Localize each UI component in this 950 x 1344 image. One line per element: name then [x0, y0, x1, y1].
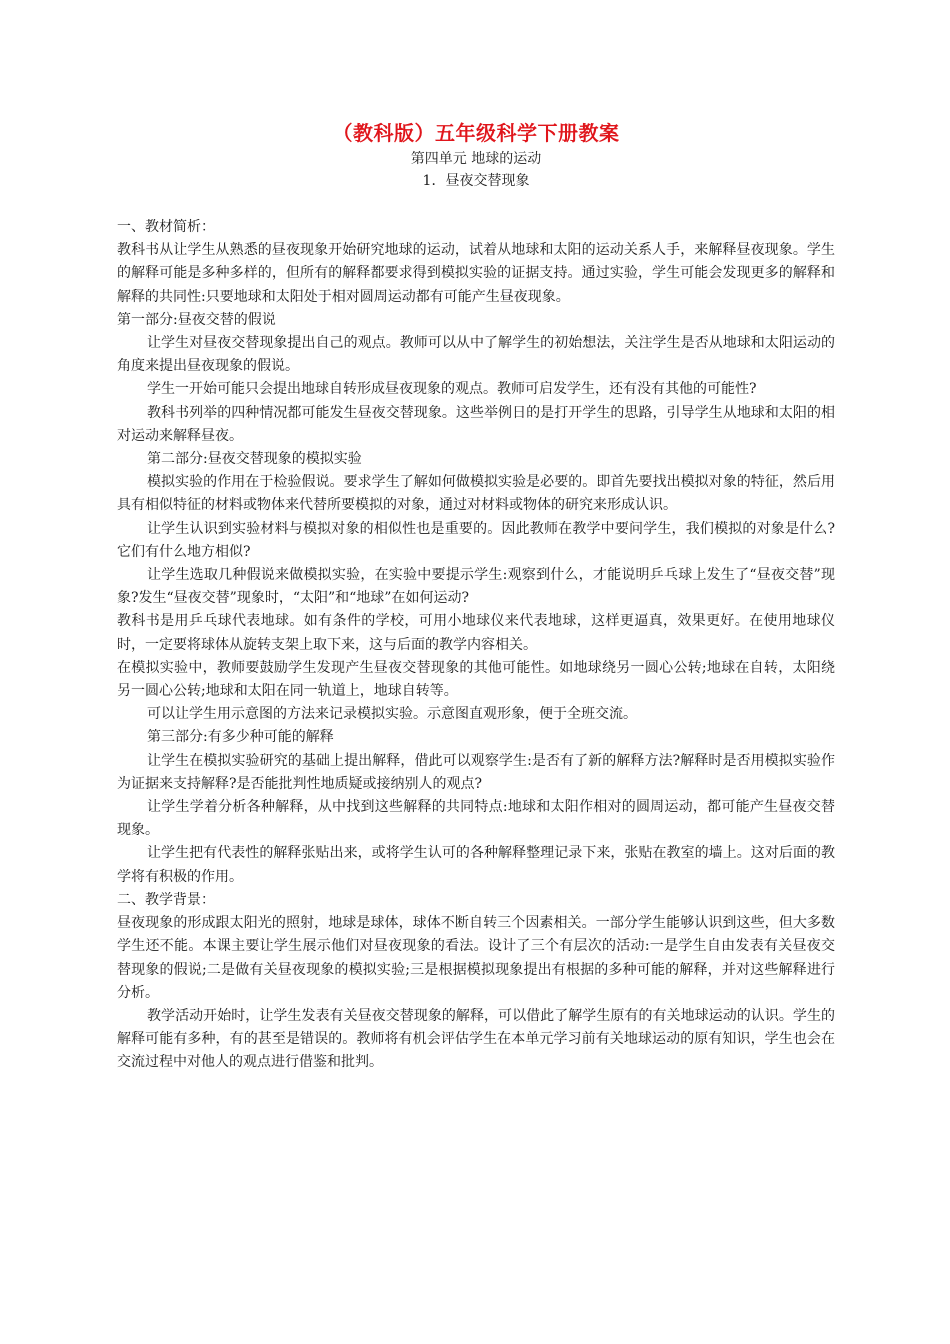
spacer	[117, 192, 835, 216]
subsection-heading: 第二部分:昼夜交替现象的模拟实验	[147, 451, 362, 468]
lesson-title: 1．昼夜交替现象	[422, 173, 530, 189]
paragraph: 教科书列举的四种情况都可能发生昼夜交替现象。这些举例日的是打开学生的思路，引导学生从地球和太阳的相对运动来解释昼夜。	[117, 404, 835, 444]
subsection-heading: 第三部分:有多少种可能的解释	[147, 729, 334, 746]
document-title: （教科版）五年级科学下册教案	[332, 121, 620, 145]
section-heading: 一、教材简析：	[117, 219, 215, 235]
paragraph: 在模拟实验中，教师要鼓励学生发现产生昼夜交替现象的其他可能性。如地球绕另一圆心公转;地球在自转，太阳绕另一圆心公转;地球和太阳在同一轨道上，地球自转等。	[117, 659, 835, 700]
paragraph: 教学活动开始时，让学生发表有关昼夜交替现象的解释，可以借此了解学生原有的有关地球运动的认识。学生的解释可能有多种，有的甚至是错误的。教师将有机会评估学生在本单元学习前有关地球运动的原有知识，学生也会在交流过程中对他人的观点进行借鉴和批判。	[117, 1007, 835, 1071]
section-heading: 二、教学背景：	[117, 891, 215, 908]
unit-title: 第四单元 地球的运动	[410, 151, 542, 167]
paragraph: 可以让学生用示意图的方法来记录模拟实验。示意图直观形象，便于全班交流。	[147, 706, 637, 723]
paragraph: 让学生选取几种假说来做模拟实验，在实验中要提示学生:观察到什么，才能说明乒乓球上发生了“昼夜交替”现象?发生“昼夜交替”现象时，“太阳”和“地球”在如何运动?	[117, 567, 835, 607]
paragraph: 让学生把有代表性的解释张贴出来，或将学生认可的各种解释整理记录下来，张贴在教室的墙上。这对后面的教学将有积极的作用。	[117, 845, 835, 885]
paragraph: 学生一开始可能只会提出地球自转形成昼夜现象的观点。教师可启发学生，还有没有其他的可能性?	[147, 381, 757, 398]
paragraph: 教科书从让学生从熟悉的昼夜现象开始研究地球的运动，试着从地球和太阳的运动关系人手，来解释昼夜现象。学生的解释可能是多种多样的，但所有的解释都要求得到模拟实验的证据支持。通过实验，学生可能会发现更多的解释和解释的共同性:只要地球和太阳处于相对圆周运动都有可能产生昼夜现象。	[117, 242, 835, 305]
paragraph: 模拟实验的作用在于检验假说。要求学生了解如何做模拟实验是必要的。即首先要找出模拟对象的特征，然后用具有相似特征的材料或物体来代替所要模拟的对象，通过对材料或物体的研究来形成认识。	[117, 474, 835, 514]
paragraph: 教科书是用乒乓球代表地球。如有条件的学校，可用小地球仪来代表地球，这样更逼真，效果更好。在使用地球仪时，一定要将球体从旋转支架上取下来，这与后面的教学内容相关。	[117, 613, 835, 653]
paragraph: 让学生在模拟实验研究的基础上提出解释，借此可以观察学生:是否有了新的解释方法?解释时是否用模拟实验作为证据来支持解释?是否能批判性地质疑或接纳别人的观点?	[117, 752, 835, 792]
paragraph: 让学生对昼夜交替现象提出自己的观点。教师可以从中了解学生的初始想法，关注学生是否从地球和太阳运动的角度来提出昼夜现象的假说。	[117, 335, 835, 375]
document-page	[117, 118, 835, 1075]
document-body	[117, 216, 835, 1075]
paragraph: 让学生学着分析各种解释，从中找到这些解释的共同特点:地球和太阳作相对的圆周运动，都可能产生昼夜交替现象。	[117, 799, 835, 839]
section-heading: 第一部分:昼夜交替的假说	[117, 311, 276, 328]
paragraph: 让学生认识到实验材料与模拟对象的相似性也是重要的。因此教师在教学中要问学生，我们模拟的对象是什么?它们有什么地方相似?	[117, 520, 835, 560]
paragraph: 昼夜现象的形成跟太阳光的照射，地球是球体，球体不断自转三个因素相关。一部分学生能够认识到这些，但大多数学生还不能。本课主要让学生展示他们对昼夜现象的看法。设计了三个有层次的活动:一是学生自由发表有关昼夜交替现象的假说;二是做有关昼夜现象的模拟实验;三是根据模拟现象提出有根据的多种可能的解释，并对这些解释进行分析。	[117, 915, 835, 1001]
